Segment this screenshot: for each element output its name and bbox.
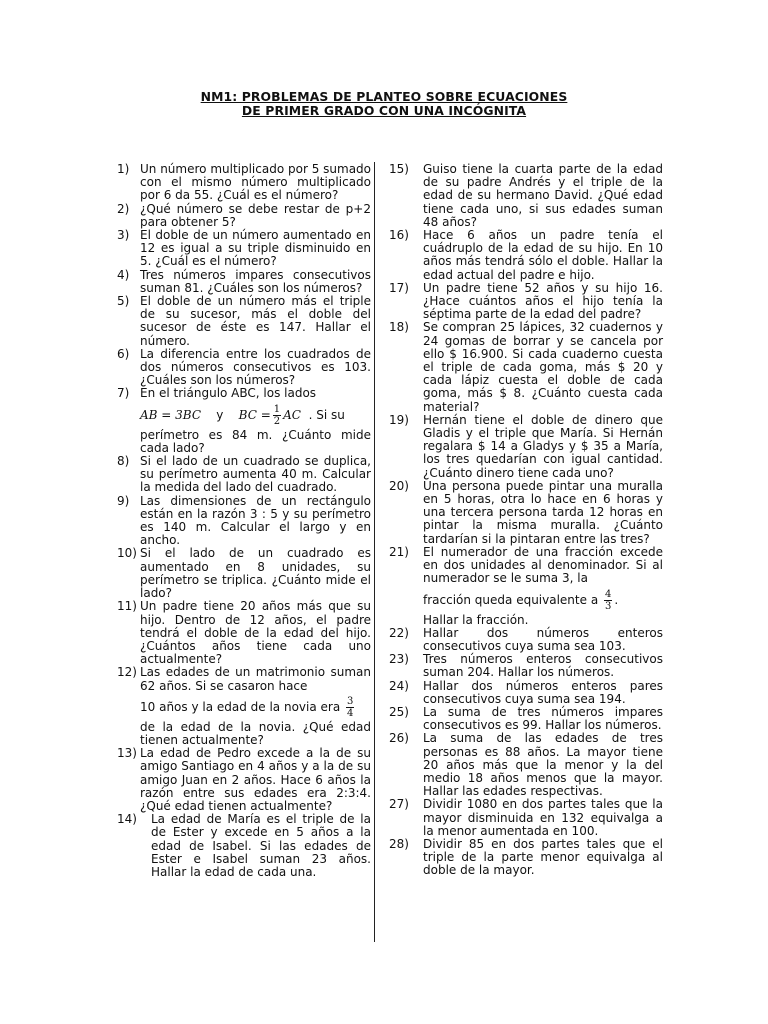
problem-text-part: El numerador de una fracción excede en dos unidades al denominador. Si al numerador se le suma 3, la: [423, 544, 663, 586]
problem-number: 18): [389, 320, 409, 335]
problem-3: [117, 229, 371, 269]
problem-number: 22): [389, 625, 409, 640]
page-title-line2: DE PRIMER GRADO CON UNA INCÓGNITA: [241, 103, 527, 118]
problem-26: [389, 732, 663, 798]
problem-text-part: Hallar la fracción.: [423, 612, 529, 627]
problem-text: Hace 6 años un padre tenía el cuádruplo de la edad de su hijo. En 10 años más tendrá sólo el doble. Hallar la edad actual del padre e hijo.: [423, 228, 663, 282]
problem-18: [389, 321, 663, 413]
problem-text: Dividir 85 en dos partes tales que el triple de la parte menor equivalga al doble de la mayor.: [423, 836, 663, 878]
problem-6: [117, 348, 371, 388]
problem-number: 10): [117, 546, 137, 561]
problem-text: La edad de Pedro excede a la de su amigo Santiago en 4 años y a la de su amigo Juan en 2 años. Hace 6 años la razón entre sus edades era 2:3:4. ¿Qué edad tienen actualmente?: [140, 746, 371, 813]
problem-22: [389, 627, 663, 653]
problem-text: [140, 387, 371, 455]
problem-14: [117, 813, 371, 879]
equation-bc-right: AC: [283, 407, 301, 422]
conjunction: y: [216, 407, 224, 422]
problem-number: 20): [389, 478, 409, 493]
problem-number: 15): [389, 162, 409, 176]
problem-number: 17): [389, 280, 409, 295]
problem-text: Hallar dos números enteros consecutivos cuya suma sea 103.: [423, 625, 663, 653]
right-column: [389, 163, 663, 1024]
problem-9: [117, 495, 371, 548]
problem-number: 5): [117, 294, 130, 309]
problem-number: 13): [117, 746, 137, 761]
math-line: [140, 695, 371, 719]
problem-number: 6): [117, 346, 130, 361]
problem-28: [389, 838, 663, 878]
problem-text: Guiso tiene la cuarta parte de la edad de su padre Andrés y el triple de la edad de su hermano David. ¿Qué edad tiene cada uno, si sus edades suman 48 años?: [423, 162, 663, 229]
problem-number: 11): [117, 599, 137, 614]
problem-text: El doble de un número aumentado en 12 es igual a su triple disminuido en 5. ¿Cuál es el número?: [140, 228, 371, 269]
problem-24: [389, 680, 663, 706]
problem-text: Una persona puede pintar una muralla en 5 horas, otra lo hace en 6 horas y una tercera persona tarda 12 horas en pintar la misma muralla. ¿Cuánto tardarían si la pintaran entre las tres?: [423, 478, 663, 546]
page-title-line1: NM1: PROBLEMAS DE PLANTEO SOBRE ECUACIONES: [200, 89, 568, 104]
problem-text: La suma de tres números impares consecutivos es 99. Hallar los números.: [423, 704, 663, 733]
problem-text: Un número multiplicado por 5 sumado con el mismo número multiplicado por 6 da 55. ¿Cuál es el número?: [140, 162, 372, 203]
problem-number: 8): [117, 454, 130, 469]
problem-12: [117, 666, 371, 747]
problem-text: Se compran 25 lápices, 32 cuadernos y 24 gomas de borrar y se cancela por ello $ 16.900. Si cada cuaderno cuesta el triple de cada goma, más $ 20 y cada lápiz cuesta el doble de cada goma, más $ 8. ¿Cuánto cuesta cada material?: [423, 320, 663, 414]
problem-number: 2): [117, 201, 130, 216]
problem-number: 23): [389, 652, 409, 667]
problem-text-part: perímetro es 84 m. ¿Cuánto mide cada lado?: [140, 427, 371, 455]
problem-number: 9): [117, 493, 130, 508]
problem-text-part: En el triángulo ABC, los lados: [140, 386, 317, 401]
fraction: [273, 404, 281, 427]
problem-25: [389, 706, 663, 732]
problem-number: 25): [389, 704, 409, 719]
problem-text: La diferencia entre los cuadrados de dos números consecutivos es 103. ¿Cuáles son los números?: [140, 346, 371, 388]
problem-text: Las dimensiones de un rectángulo están en la razón 3 : 5 y su perímetro es 140 m. Calcular el largo y en ancho.: [140, 493, 371, 548]
problem-13: [117, 747, 371, 813]
problem-8: [117, 455, 371, 495]
problem-11: [117, 600, 371, 666]
fraction: [346, 696, 354, 719]
problem-text-part: 10 años y la edad de la novia era: [140, 699, 341, 714]
problem-text: Un padre tiene 20 años más que su hijo. Dentro de 12 años, el padre tendrá el doble de la edad del hijo. ¿Cuántos años tiene cada uno actualmente?: [140, 599, 371, 667]
problem-number: 21): [389, 544, 409, 559]
problem-text: Dividir 1080 en dos partes tales que la mayor disminuida en 132 equivalga a la menor aumentada en 100.: [423, 797, 663, 838]
problem-4: [117, 269, 371, 295]
problem-27: [389, 798, 663, 838]
equation-bc-left: BC =: [238, 407, 271, 422]
fraction-numerator: 1: [273, 403, 281, 415]
problem-text-part: . Si su: [308, 407, 345, 422]
problem-text: Un padre tiene 52 años y su hijo 16. ¿Hace cuántos años el hijo tenía la séptima parte de la edad del padre?: [423, 280, 663, 322]
fraction-denominator: 2: [273, 415, 281, 427]
problem-7: [117, 387, 371, 455]
problem-text: Tres números impares consecutivos suman 81. ¿Cuáles son los números?: [140, 267, 371, 295]
problem-21: [389, 546, 663, 627]
problem-text: [423, 546, 663, 627]
problem-number: 14): [117, 812, 137, 827]
problem-text: ¿Qué número se debe restar de p+2 para obtener 5?: [140, 201, 371, 229]
problem-number: 16): [389, 228, 409, 243]
problem-text: Tres números enteros consecutivos suman 204. Hallar los números.: [423, 652, 663, 680]
math-line: [140, 403, 371, 427]
problem-text-part: de la edad de la novia. ¿Qué edad tienen actualmente?: [140, 719, 371, 747]
fraction-denominator: 4: [347, 707, 354, 719]
problem-number: 4): [117, 267, 130, 282]
problem-19: [389, 414, 663, 480]
problem-1: [117, 163, 371, 203]
problem-number: 12): [117, 665, 137, 680]
fraction-numerator: 3: [347, 695, 354, 707]
problem-17: [389, 282, 663, 322]
problem-text: El doble de un número más el triple de su sucesor, más el doble del sucesor de éste es 147. Hallar el número.: [140, 294, 371, 348]
problem-16: [389, 229, 663, 282]
problem-number: 3): [117, 228, 130, 243]
problem-text-part: fracción queda equivalente a: [423, 592, 599, 607]
fraction-numerator: 4: [605, 588, 612, 600]
problem-text: Hernán tiene el doble de dinero que Gladis y el triple que María. Si Hernán regalara $ 14 a Gladys y $ 35 a María, los tres quedarían con igual cantidad. ¿Cuánto dinero tiene cada uno?: [423, 412, 663, 480]
problem-number: 1): [117, 162, 130, 176]
problem-5: [117, 295, 371, 348]
problem-text: Si el lado de un cuadrado es aumentado en 8 unidades, su perímetro se triplica. ¿Cuánto mide el lado?: [140, 546, 371, 601]
problem-20: [389, 480, 663, 546]
problem-number: 7): [117, 386, 130, 401]
equation-ab: AB = 3BC: [140, 407, 202, 422]
problem-number: 19): [389, 412, 409, 427]
problem-text: Hallar dos números enteros pares consecutivos cuya suma sea 194.: [423, 678, 663, 706]
left-column: [117, 163, 371, 1024]
problem-text: La edad de María es el triple de la de Ester y excede en 5 años a la edad de Isabel. Si las edades de Ester e Isabel suman 23 años. Hallar la edad de cada una.: [151, 812, 371, 879]
fraction-denominator: 3: [605, 600, 612, 612]
math-line: fracción queda equivalente a $\frac{4}{3}$ .: [423, 588, 619, 612]
problem-text: Si el lado de un cuadrado se duplica, su perímetro aumenta 40 m. Calcular la medida del lado del cuadrado.: [140, 454, 371, 495]
problem-text: La suma de las edades de tres personas es 88 años. La mayor tiene 20 años más que la menor y la del medio 18 años menos que la mayor. Hallar las edades respectivas.: [423, 731, 663, 799]
problem-number: 26): [389, 731, 409, 746]
fraction: [604, 589, 612, 612]
problem-23: [389, 653, 663, 679]
column-divider: [374, 162, 375, 942]
problem-text: [140, 666, 371, 747]
problem-15: [389, 163, 663, 229]
problem-text-part: Las edades de un matrimonio suman 62 años. Si se casaron hace: [140, 665, 371, 693]
problem-number: 27): [389, 797, 409, 812]
problem-10: [117, 547, 371, 600]
problem-number: 24): [389, 678, 409, 693]
problem-2: [117, 203, 371, 229]
problem-number: 28): [389, 836, 409, 851]
